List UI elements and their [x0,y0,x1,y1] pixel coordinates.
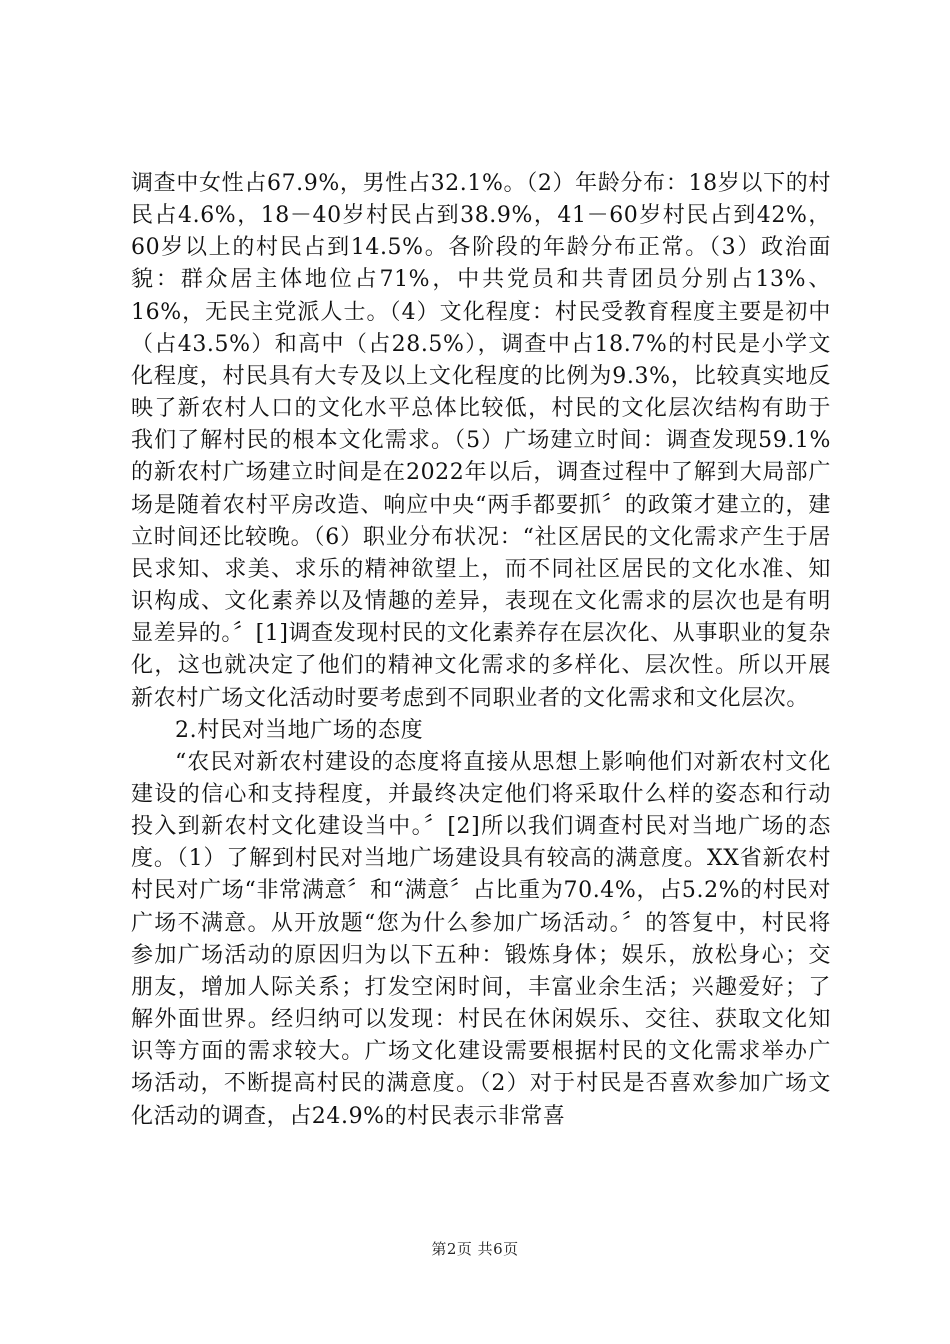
section-heading: 2.村民对当地广场的态度 [175,717,424,743]
page-footer: 第2页 共6页 [431,1240,519,1258]
paragraph-villager-attitude: “农民对新农村建设的态度将直接从思想上影响他们对新农村文化建设的信心和支持程度，并最终决定他们将采取什么样的姿态和行动投入到新农村文化建设当中。〞[2]所以我们调查村民对当地广场的态度。（1）了解到村民对当地广场建设具有较高的满意度。XX省新农村村民对广场“非常满意〞和“满意〞占比重为70.4%，占5.2%的村民对广场不满意。从开放题“您为什么参加广场活动。〞的答复中，村民将参加广场活动的原因归为以下五种：锻炼身体；娱乐，放松身心；交朋友，增加人际关系；打发空闲时间，丰富业余生活；兴趣爱好；了解外面世界。经归纳可以发现：村民在休闲娱乐、交往、获取文化知识等方面的需求较大。广场文化建设需要根据村民的文化需求举办广场活动，不断提高村民的满意度。（2）对于村民是否喜欢参加广场文化活动的调查，占24.9%的村民表示非常喜 [131,749,831,1129]
paragraph-survey-demographics: 调查中女性占67.9%，男性占32.1%。（2）年龄分布：18岁以下的村民占4.6%，18－40岁村民占到38.9%，41－60岁村民占到42%，60岁以上的村民占到14.5%。各阶段的年龄分布正常。（3）政治面貌：群众居主体地位占71%，中共党员和共青团员分别占13%、16%，无民主党派人士。（4）文化程度：村民受教育程度主要是初中（占43.5%）和高中（占28.5%），调查中占18.7%的村民是小学文化程度，村民具有大专及以上文化程度的比例为9.3%，比较真实地反映了新农村人口的文化水平总体比较低，村民的文化层次结构有助于我们了解村民的根本文化需求。（5）广场建立时间：调查发现59.1%的新农村广场建立时间是在2022年以后，调查过程中了解到大局部广场是随着农村平房改造、响应中央“两手都要抓〞的政策才建立的，建立时间还比较晚。（6）职业分布状况：“社区居民的文化需求产生于居民求知、求美、求乐的精神欲望上，而不同社区居民的文化水准、知识构成、文化素养以及情趣的差异，表现在文化需求的层次也是有明显差异的。〞[1]调查发现村民的文化素养存在层次化、从事职业的复杂化，这也就决定了他们的精神文化需求的多样化、层次性。所以开展新农村广场文化活动时要考虑到不同职业者的文化需求和文化层次。 [131,171,831,711]
body-text [131,168,831,1133]
